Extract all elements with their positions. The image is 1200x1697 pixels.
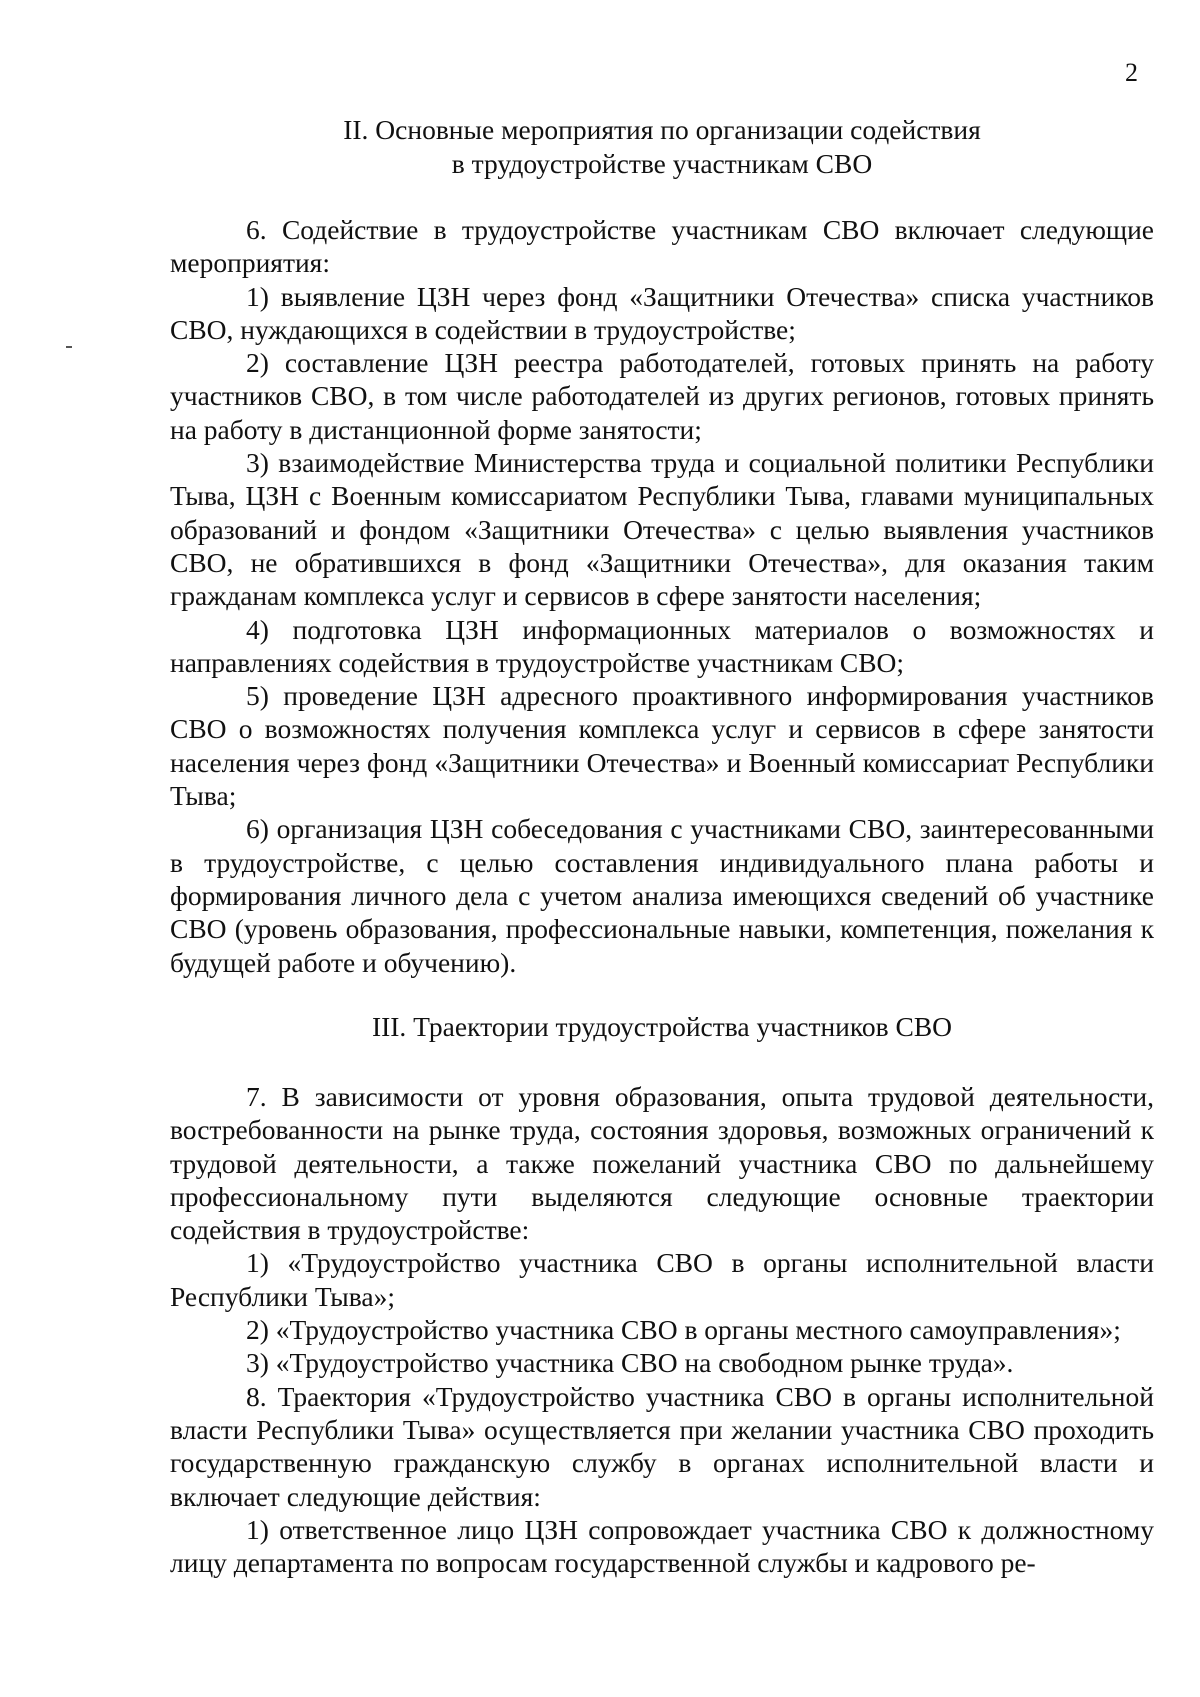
section-3-body <box>170 1080 1154 1579</box>
paragraph-6-item-4: 4) подготовка ЦЗН информационных материалов о возможностях и направлениях содействия в трудоустройстве участникам СВО; <box>170 613 1154 678</box>
paragraph-6-item-3: 3) взаимодействие Министерства труда и социальной политики Республики Тыва, ЦЗН с Военным комиссариатом Республики Тыва, главами муниципальных образований и фондом «Защитники Отечества» с целью выявления участников СВО, не обратившихся в фонд «Защитники Отечества», для оказания таким гражданам комплекса услуг и сервисов в сфере занятости населения; <box>170 447 1154 612</box>
paragraph-6-item-5: 5) проведение ЦЗН адресного проактивного информирования участников СВО о возможностях получения комплекса услуг и сервисов в сфере занятости населения через фонд «Защитники Отечества» и Военный комиссариат Республики Тыва; <box>170 680 1154 812</box>
section-2-body <box>170 213 1154 979</box>
section-2-heading <box>170 113 1154 181</box>
section-2-heading-line-2: в трудоустройстве участникам СВО <box>451 148 873 179</box>
paragraph-7-item-2: 2) «Трудоустройство участника СВО в органы местного самоуправления»; <box>246 1314 1121 1346</box>
paragraph-6-item-1: 1) выявление ЦЗН через фонд «Защитники Отечества» списка участников СВО, нуждающихся в содействии в трудоустройстве; <box>170 280 1154 345</box>
paragraph-6: 6. Содействие в трудоустройстве участникам СВО включает следующие мероприятия: <box>170 214 1154 279</box>
paragraph-6-item-6: 6) организация ЦЗН собеседования с участниками СВО, заинтересованными в трудоустройстве, с целью составления индивидуального плана работы и формирования личного дела с учетом анализа имеющихся сведений об участнике СВО (уровень образования, профессиональные навыки, компетенция, пожелания к будущей работе и обучению). <box>170 813 1154 978</box>
page-number: 2 <box>1125 58 1138 87</box>
paragraph-8: 8. Траектория «Трудоустройство участника СВО в органы исполнительной власти Республики Тыва» осуществляется при желании участника СВО проходить государственную гражданскую службу в органах исполнительной власти и включает следующие действия: <box>170 1380 1154 1512</box>
paragraph-6-item-2: 2) составление ЦЗН реестра работодателей, готовых принять на работу участников СВО, в том числе работодателей из других регионов, готовых принять на работу в дистанционной форме занятости; <box>170 347 1154 445</box>
section-3-heading: III. Траектории трудоустройства участников СВО <box>371 1011 953 1042</box>
scan-mark <box>66 346 72 348</box>
paragraph-7-item-3: 3) «Трудоустройство участника СВО на свободном рынке труда». <box>246 1347 1014 1379</box>
paragraph-8-item-1: 1) ответственное лицо ЦЗН сопровождает участника СВО к должностному лицу департамента по вопросам государственной службы и кадрового ре- <box>170 1513 1154 1579</box>
paragraph-7: 7. В зависимости от уровня образования, опыта трудовой деятельности, востребованности на рынке труда, состояния здоровья, возможных ограничений к трудовой деятельности, а также пожеланий участника СВО по дальнейшему профессиональному пути выделяются следующие основные траектории содействия в трудоустройстве: <box>170 1081 1154 1246</box>
section-2-heading-line-1: II. Основные мероприятия по организации содействия <box>343 114 981 145</box>
paragraph-7-item-1: 1) «Трудоустройство участника СВО в органы исполнительной власти Республики Тыва»; <box>170 1247 1154 1312</box>
